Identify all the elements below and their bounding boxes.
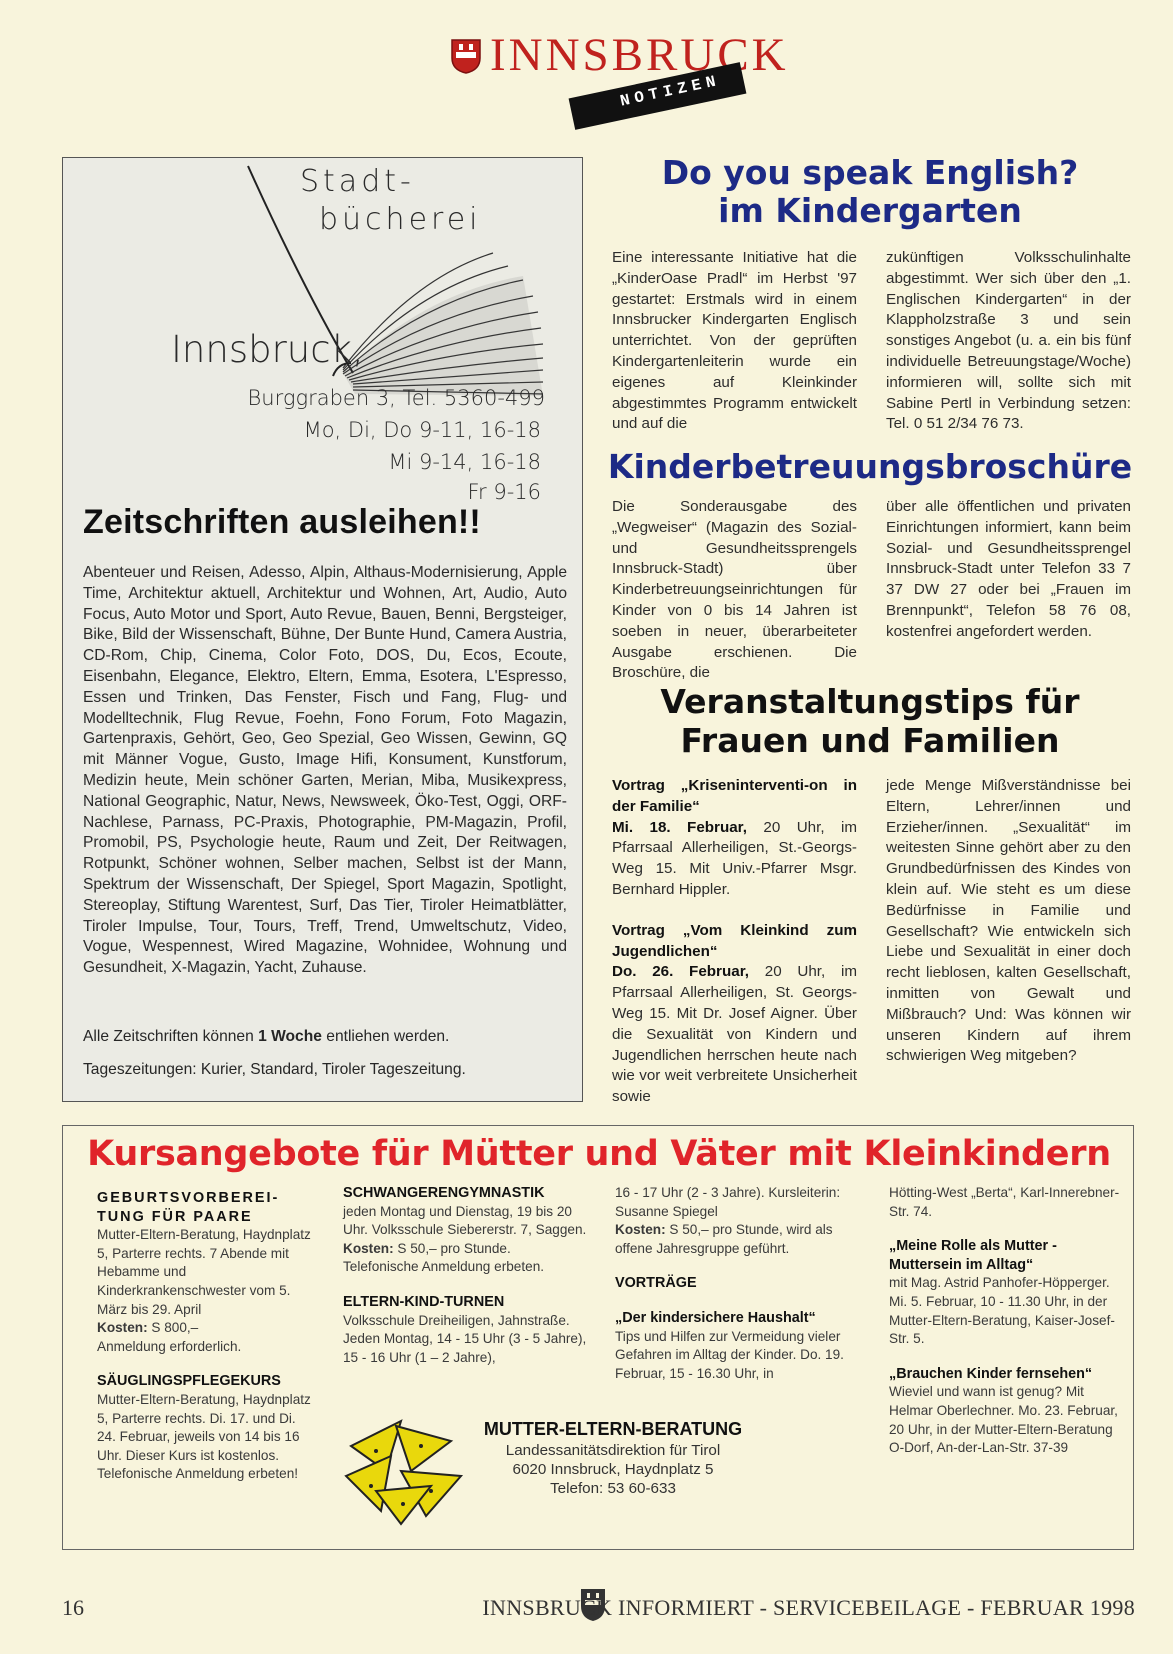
- parent-child-gym-cost: [615, 1221, 860, 1258]
- library-box: [62, 157, 583, 1102]
- course-heading: Kursangebote für Mütter und Väter mit Kleinkindern: [87, 1134, 1111, 1174]
- birth-prep-tail: Anmeldung erforderlich.: [97, 1338, 242, 1354]
- tv-heading: „Brauchen Kinder fernsehen“: [889, 1365, 1093, 1382]
- pregnancy-gym-body: jeden Montag und Dienstag, 19 bis 20 Uhr. Volksschule Siebererstr. 7, Saggen.: [343, 1203, 587, 1238]
- pregnancy-gym-cost: [343, 1240, 588, 1259]
- daily-papers-note: Tageszeitungen: Kurier, Standard, Tiroler Tageszeitung.: [83, 1061, 466, 1078]
- loan-duration: 1 Woche: [258, 1028, 322, 1045]
- events-col-1: [612, 776, 857, 1108]
- course-col-2: [343, 1184, 588, 1367]
- pregnancy-gym-tail: Telefonische Anmeldung erbeten.: [343, 1259, 545, 1275]
- masthead: [450, 28, 789, 123]
- parent-child-gym-cost-label: Kosten:: [615, 1222, 666, 1238]
- events-title-1: Veranstaltungstips für: [660, 682, 1080, 721]
- baby-care-heading: SÄUGLINGSPFLEGEKURS: [97, 1373, 281, 1390]
- logo-line-2: bücherei: [319, 202, 482, 237]
- talk-1-body: 20 Uhr, im Pfarrsaal Allerheiligen, St.-Georgs-Weg 15. Mit Univ.-Pfarrer Msgr. Bernhard Hippler.: [612, 818, 857, 898]
- parent-child-gym-cont: 16 - 17 Uhr (2 - 3 Jahre). Kursleiterin: Susanne Spiegel: [615, 1185, 841, 1219]
- masthead-title: INNSBRUCK: [490, 29, 789, 81]
- mother-role-body: mit Mag. Astrid Panhofer-Höpperger. Mi. 5. Februar, 10 - 11.30 Uhr, in der Mutter-Eltern-Beratung, Kaiser-Josef-Str. 5.: [889, 1275, 1115, 1347]
- birth-prep-cost-label: Kosten:: [97, 1320, 148, 1336]
- brochure-title: Kinderbetreuungsbroschüre: [607, 447, 1133, 486]
- course-col-4: [889, 1184, 1121, 1458]
- talk-1-date: Mi. 18. Februar,: [612, 818, 747, 836]
- mother-role-heading: „Meine Rolle als Mutter - Muttersein im Alltag“: [889, 1238, 1057, 1273]
- city-crest-icon: [450, 38, 482, 74]
- talk-1-heading: Vortrag „Kriseninterventi-on in der Familie“: [612, 777, 857, 815]
- course-box: [62, 1125, 1134, 1550]
- course-col-1: [97, 1189, 312, 1484]
- pregnancy-gym-cost-value: S 50,– pro Stunde.: [393, 1240, 511, 1256]
- loan-note-pre: Alle Zeitschriften können: [83, 1028, 259, 1045]
- parent-child-gym-cost-value: S 50,– pro Stunde, wird als offene Jahresgruppe geführt.: [615, 1222, 833, 1256]
- birth-prep-cost: [97, 1319, 312, 1338]
- mutter-eltern-logo: [341, 1416, 471, 1526]
- pregnancy-gym-cost-label: Kosten:: [343, 1240, 394, 1256]
- loan-note: [83, 1028, 567, 1046]
- loan-note-post: entliehen werden.: [321, 1028, 450, 1045]
- talk-2-heading: Vortrag „Vom Kleinkind zum Jugendlichen“: [612, 921, 857, 960]
- page-number: 16: [62, 1595, 84, 1620]
- org-line-1: Landessanitätsdirektion für Tirol: [505, 1442, 721, 1459]
- org-name: MUTTER-ELTERN-BERATUNG: [483, 1419, 743, 1439]
- english-title-1: Do you speak English?: [661, 153, 1079, 192]
- footer-text: INNSBRUCK INFORMIERT - SERVICEBEILAGE - FEBRUAR 1998: [482, 1595, 1135, 1620]
- safe-home-location: Hötting-West „Berta“, Karl-Innerebner-Str. 74.: [889, 1185, 1120, 1219]
- library-address: Burggraben 3, Tel. 5360-499: [247, 386, 545, 410]
- events-col-2: jede Menge Mißverständnisse bei Eltern, Lehrer/innen und Erzieher/innen. „Sexualität“ im weitesten Sinne gehört aber zu den Grundbedürfnissen des Kindes von klein auf. Wie steht es um diese Bedürfnisse in Familie und Gesellschaft? Wie entwickeln sich Liebe und Sexualität in einer doch recht lieblosen, kalten Gesellschaft, inmitten von Gewalt und Mißbrauch? Und: Was können wir unseren Kindern auf ihrem schwierigen Weg mitgeben?: [886, 777, 1131, 1065]
- library-hours-2: Mi 9-14, 16-18: [388, 450, 541, 474]
- course-col-3: [615, 1184, 860, 1383]
- org-line-2: 6020 Innsbruck, Haydnplatz 5: [512, 1461, 714, 1478]
- english-col-2: zukünftigen Volksschulinhalte abgestimmt. Wer sich über den „1. Englischen Kindergarten“ in der Klappholzstraße 3 und sein sonstiges Angebot (u. a. ein bis fünf individuelle Betreuungstage/Woche) informieren will, sollte sich mit Sabine Pertl in Verbindung setzen: Tel. 0 51 2/34 76 73.: [886, 249, 1131, 433]
- library-hours-3: Fr 9-16: [467, 480, 541, 504]
- talks-heading: VORTRÄGE: [615, 1275, 697, 1292]
- talk-2-body: 20 Uhr, im Pfarrsaal Allerheiligen, St. Georgs-Weg 15. Mit Dr. Josef Aigner. Über die Sexualität von Kindern und Jugendlichen herrschen heute nach wie vor weit verbreitete Unsicherheit sowie: [612, 963, 857, 1106]
- english-col-1: Eine interessante Initiative hat die „KinderOase Pradl“ im Herbst '97 gestartet: Erstmals wird in einem Innsbrucker Kindergarten Englisch unterrichtet. Von der geprüften Kindergartenleiterin wurde ein eigenes auf Kleinkinder abgestimmtes Programm entwickelt und auf die: [612, 249, 857, 433]
- parent-child-gym-body: Volksschule Dreiheiligen, Jahnstraße. Jeden Montag, 14 - 15 Uhr (3 - 5 Jahre), 15 - 16 Uhr (1 – 2 Jahre),: [343, 1312, 587, 1365]
- logo-city: Innsbruck,: [171, 328, 364, 371]
- parent-child-gym-heading: ELTERN-KIND-TURNEN: [343, 1293, 505, 1310]
- baby-care-body: Mutter-Eltern-Beratung, Haydnplatz 5, Parterre rechts. Di. 17. und Di. 24. Februar, jeweils von 14 bis 16 Uhr. Dieser Kurs ist kostenlos. Telefonische Anmeldung erbeten!: [97, 1391, 311, 1482]
- library-heading: Zeitschriften ausleihen!!: [83, 503, 481, 541]
- events-title-2: Frauen und Familien: [680, 721, 1060, 760]
- brochure-col-1: Die Sonderausgabe des „Wegweiser“ (Magazin des Sozial- und Gesundheitssprengels Innsbruck-Stadt) über Kinderbetreuungseinrichtungen für Kinder von 0 bis 14 Jahren ist soeben in neuer, überarbeiteter Ausgabe erschienen. Die Broschüre, die: [612, 498, 857, 682]
- ribbon-label: NOTIZEN: [618, 71, 723, 111]
- library-hours-1: Mo, Di, Do 9-11, 16-18: [303, 418, 541, 442]
- safe-home-heading: „Der kindersichere Haushalt“: [615, 1309, 816, 1326]
- brochure-col-2: über alle öffentlichen und privaten Einrichtungen informiert, kann beim Sozial- und Gesundheitssprengel Innsbruck-Stadt unter Telefon 33 7 37 DW 27 oder bei „Frauen im Brennpunkt“, Telefon 58 76 08, kostenfrei angefordert werden.: [886, 498, 1131, 640]
- birth-prep-heading: GEBURTSVORBEREI-TUNG FÜR PAARE: [97, 1190, 280, 1225]
- org-line-3: Telefon: 53 60-633: [550, 1480, 676, 1497]
- birth-prep-cost-value: S 800,–: [147, 1320, 199, 1336]
- birth-prep-body: Mutter-Eltern-Beratung, Haydnplatz 5, Parterre rechts. 7 Abende mit Hebamme und Kinderkrankenschwester vom 5. März bis 29. April: [97, 1227, 311, 1317]
- pregnancy-gym-heading: SCHWANGERENGYMNASTIK: [343, 1185, 545, 1201]
- logo-line-1: Stadt-: [300, 164, 415, 199]
- magazine-list: Abenteuer und Reisen, Adesso, Alpin, Althaus-Modernisierung, Apple Time, Architektur aktuell, Architektur und Wohnen, Art, Audio, Auto Focus, Auto Motor und Sport, Auto Revue, Bauen, Benni, Bergsteiger, Bike, Bild der Wissenschaft, Bühne, Der Bunte Hund, Camera Austria, CD-Rom, Chip, Cinema, Color Foto, DOS, Du, Ecos, Ecoute, Eisenbahn, Elegance, Elektro, Eltern, Emma, Esotera, L'Espresso, Essen und Trinken, Das Fenster, Fisch und Fang, Flug- und Modelltechnik, Flug Revue, Foehn, Fono Forum, Foto Magazin, Gartenpraxis, Gehört, Geo, Geo Spezial, Geo Wissen, Gewinn, GQ mit Männer Vogue, Gusto, Image Hifi, Konsument, Kunstforum, Medizin heute, Mein schöner Garten, Merian, Miba, Musikexpress, National Geographic, Natur, News, Newsweek, Öko-Test, Oggi, ORF-Nachlese, Parnass, PC-Praxis, Photographie, PM-Magazin, Profil, Promobil, PS, Psychologie heute, Raum und Zeit, Der Reitwagen, Rotpunkt, Schöner wohnen, Selber machen, Selbst ist der Mann, Spektrum der Wissenschaft, Der Spiegel, Sport Magazin, Spotlight, Stereoplay, Stiftung Warentest, Surf, Das Tier, Tiroler Heimatblätter, Tiroler Impulse, Tour, Tours, Treff, Trend, Umweltschutz, Video, Vogue, Wespennest, Wired Magazine, Wohnidee, Wohnung und Gesundheit, X-Magazin, Yacht, Zuhause.: [83, 564, 567, 977]
- talk-2-date: Do. 26. Februar,: [612, 963, 749, 981]
- english-title-2: im Kindergarten: [718, 191, 1022, 230]
- safe-home-body: Tips und Hilfen zur Vermeidung vieler Gefahren im Alltag der Kinder. Do. 19. Februar, 15 - 16.30 Uhr, in: [615, 1328, 844, 1381]
- tv-body: Wieviel und wann ist genug? Mit Helmar Oberlechner. Mo. 23. Februar, 20 Uhr, in der Mutter-Eltern-Beratung O-Dorf, An-der-Lan-Str. 37-39: [889, 1384, 1118, 1456]
